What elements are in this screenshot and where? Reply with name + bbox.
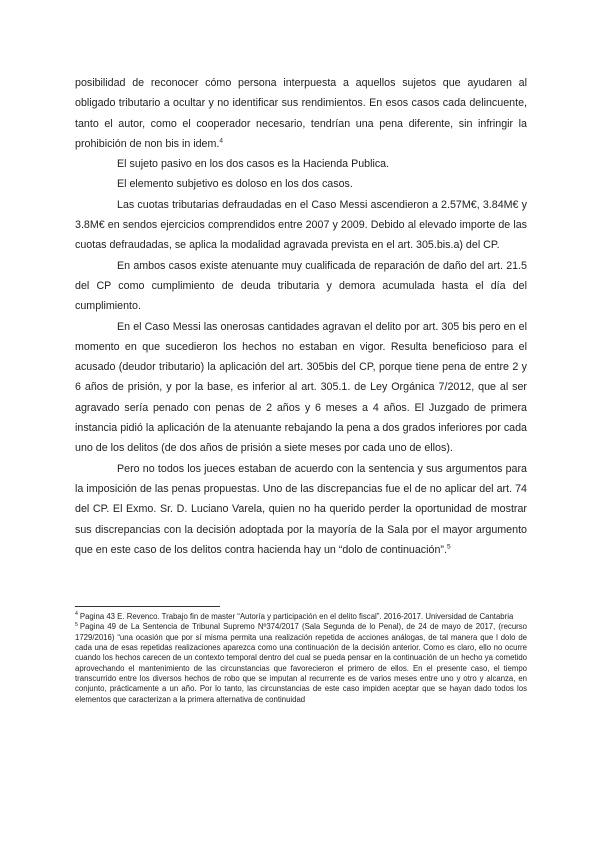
paragraph-1 (75, 73, 527, 154)
footnote-ref-4[interactable]: 4 (219, 137, 223, 145)
paragraph-7 (75, 459, 527, 560)
footnote-ref-5[interactable]: 5 (446, 543, 451, 551)
paragraph-1-text: posibilidad de reconocer cómo persona interpuesta a aquellos sujetos que ayudaren al obligado tributario a ocultar y no identificar sus rendimientos. En esos casos cada delincuente, tanto el autor, como el cooperador necesario, tendrían una pena diferente, sin infringir la prohibición de non bis in idem. (75, 77, 527, 150)
footnote-5-text: Pagina 49 de La Sentencia de Tribunal Supremo Nº374/2017 (Sala Segunda de lo Penal), de 24 de mayo de 2017, (recurso 1729/2016) “una ocasión que por sí misma permita una realización repetida de acciones análogas, de tal manera que l dolo de cada una de esas repetidas realizaciones aparezca como una continuación de la decisión anterior. Como es claro, ello no ocurre cuando los hechos carecen de un contexto temporal dentro del cual se pueda pensar en la continuación de un hecho ya cometido aprovechando el mantenimiento de las circunstancias que favorecieron el primero de ellos. En el presente caso, el tiempo transcurrido entre los diversos hechos de robo que se imputan al recurrente es de varios meses entre uno y otro y alcanza, en conjunto, prácticamente a un año. Por lo tanto, las circunstancias de este caso impiden aceptar que se hayan dado todos los elementos que caracterizan a la primera alternativa de continuidad (75, 622, 527, 704)
paragraph-3-text: El elemento subjetivo es doloso en los dos casos. (117, 178, 353, 191)
paragraph-5-text: En ambos casos existe atenuante muy cualificada de reparación de daño del art. 21.5 del CP como cumplimiento de deuda tributaria y demora acumulada hasta el día del cumplimiento. (75, 259, 527, 313)
body-text (75, 73, 527, 560)
paragraph-3 (75, 174, 527, 194)
paragraph-7-text: Pero no todos los jueces estaban de acuerdo con la sentencia y sus argumentos para la imposición de las penas propuestas. Uno de las discrepancias fue el de no aplicar del art. 74 del CP. El Exmo. Sr. D. Luciano Varela, quien no ha querido perder la oportunidad de mostrar sus discrepancias con la decisión adoptada por la mayoría de la Sala por el mayor argumento que en este caso de los delitos contra hacienda hay un “dolo de continuación”. (75, 462, 527, 556)
paragraph-6 (75, 317, 527, 459)
paragraph-4 (75, 195, 527, 256)
footnote-5-number: 5 (75, 621, 78, 628)
footnote-separator (75, 606, 220, 607)
paragraph-6-text: En el Caso Messi las onerosas cantidades agravan el delito por art. 305 bis pero en el momento en que sucedieron los hechos no estaban en vigor. Resulta beneficioso para el acusado (deudor tributario) la aplicación del art. 305bis del CP, porque tiene pena de entre 2 y 6 años de prisión, y por la base, es inferior al art. 305.1. de Ley Orgánica 7/2012, que al ser agravado sería penado con penas de 2 años y 6 meses a 4 años. El Juzgado de primera instancia pidió la aplicación de la atenuante rebajando la pena a dos grados inferiores por cada uno de los delitos (de dos años de prisión a siete meses por cada uno de ellos). (75, 320, 527, 455)
paragraph-4-text: Las cuotas tributarias defraudadas en el Caso Messi ascendieron a 2.57M€, 3.84M€ y 3.8M€ en sendos ejercicios comprendidos entre 2007 y 2009. Debido al elevado importe de las cuotas defraudadas, se aplica la modalidad agravada prevista en el art. 305.bis.a) del CP. (75, 198, 527, 252)
footnote-5 (75, 622, 527, 705)
paragraph-5 (75, 256, 527, 317)
footnotes (75, 612, 527, 705)
footnote-4-number: 4 (75, 611, 78, 618)
paragraph-2 (75, 154, 527, 174)
paragraph-2-text: El sujeto pasivo en los dos casos es la Hacienda Publica. (117, 158, 390, 171)
footnote-4-text: Pagina 43 E. Revenco. Trabajo fin de master “Autoría y participación en el delito fiscal”. 2016-2017. Universidad de Cantabria (79, 612, 514, 621)
footnote-4 (75, 612, 527, 622)
